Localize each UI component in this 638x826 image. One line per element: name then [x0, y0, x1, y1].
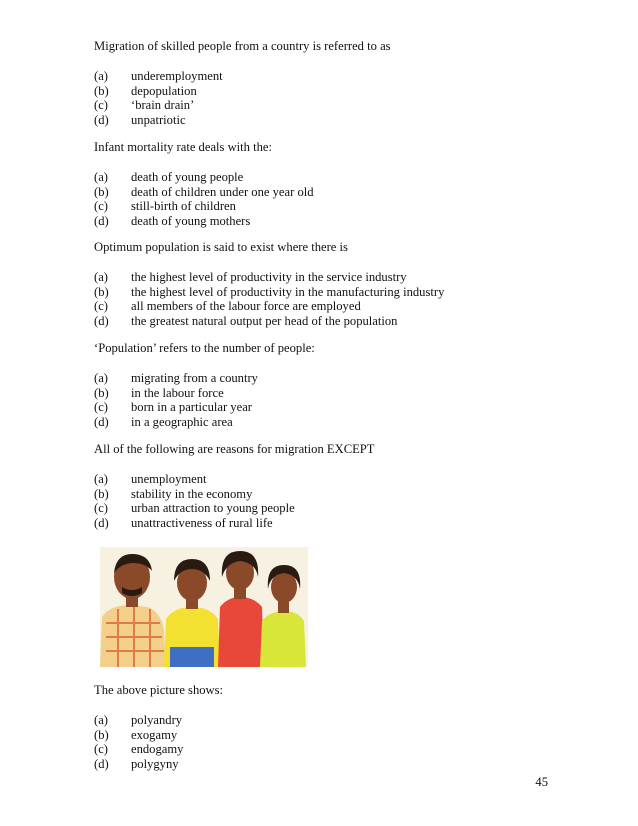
option-text: ‘brain drain’	[131, 98, 195, 112]
answer-option	[94, 314, 564, 329]
option-letter: (c)	[94, 199, 108, 213]
option-letter: (a)	[94, 170, 108, 184]
option-letter: (b)	[94, 83, 109, 98]
option-letter: (b)	[94, 486, 109, 501]
woman-jeans	[170, 647, 214, 667]
option-text: still-birth of children	[131, 199, 236, 213]
answer-option	[94, 199, 564, 214]
lime-blouse	[260, 611, 306, 667]
answer-option	[94, 285, 564, 300]
question-2	[94, 140, 564, 228]
option-text: born in a particular year	[131, 400, 252, 414]
option-text: migrating from a country	[131, 371, 258, 385]
question-stem: Migration of skilled people from a country is referred to as	[94, 39, 391, 53]
option-text: underemployment	[131, 69, 223, 83]
answer-option	[94, 185, 564, 200]
option-letter: (a)	[94, 371, 108, 385]
option-text: exogamy	[131, 727, 178, 742]
answer-option	[94, 742, 564, 757]
option-letter: (a)	[94, 472, 108, 486]
option-letter: (b)	[94, 385, 109, 400]
question-stem: All of the following are reasons for migration EXCEPT	[94, 442, 375, 456]
option-text: death of young people	[131, 170, 244, 184]
answer-option	[94, 69, 564, 84]
answer-option	[94, 400, 564, 415]
answer-option	[94, 113, 564, 128]
question-stem: Optimum population is said to exist where there is	[94, 240, 348, 254]
question-stem: ‘Population’ refers to the number of people:	[94, 341, 315, 355]
answer-option	[94, 386, 564, 401]
option-text: the greatest natural output per head of the population	[131, 313, 398, 328]
man-with-three-women-illustration	[100, 547, 308, 667]
option-letter: (d)	[94, 414, 109, 429]
option-letter: (b)	[94, 184, 109, 199]
answer-option	[94, 516, 564, 531]
option-letter: (b)	[94, 727, 109, 742]
answer-option	[94, 415, 564, 430]
question-5	[94, 442, 564, 530]
question-1	[94, 39, 564, 127]
answer-option	[94, 84, 564, 99]
option-text: all members of the labour force are employed	[131, 299, 361, 313]
option-letter: (c)	[94, 742, 108, 756]
answer-option	[94, 371, 564, 386]
option-text: urban attraction to young people	[131, 501, 295, 515]
family-picture-svg	[100, 547, 308, 667]
option-letter: (b)	[94, 284, 109, 299]
option-text: polygyny	[131, 756, 179, 771]
option-text: depopulation	[131, 83, 197, 98]
question-4	[94, 341, 564, 429]
answer-option	[94, 501, 564, 516]
page-number: 45	[535, 775, 548, 789]
option-letter: (d)	[94, 313, 109, 328]
option-letter: (d)	[94, 756, 109, 771]
option-letter: (a)	[94, 69, 108, 83]
option-letter: (c)	[94, 400, 108, 414]
option-letter: (d)	[94, 213, 109, 228]
question-3	[94, 240, 564, 328]
option-text: death of children under one year old	[131, 184, 314, 199]
answer-option	[94, 728, 564, 743]
answer-option	[94, 472, 564, 487]
option-letter: (c)	[94, 501, 108, 515]
answer-option	[94, 299, 564, 314]
question-stem: Infant mortality rate deals with the:	[94, 140, 273, 154]
answer-option	[94, 270, 564, 285]
red-blouse	[218, 597, 264, 667]
option-text: the highest level of productivity in the service industry	[131, 270, 407, 284]
option-text: stability in the economy	[131, 486, 253, 501]
answer-option	[94, 713, 564, 728]
option-text: unattractiveness of rural life	[131, 515, 273, 530]
answer-option	[94, 170, 564, 185]
option-text: in a geographic area	[131, 414, 233, 429]
option-text: unpatriotic	[131, 112, 186, 127]
option-text: endogamy	[131, 742, 184, 756]
question-stem: The above picture shows:	[94, 683, 224, 697]
answer-option	[94, 757, 564, 772]
answer-option	[94, 214, 564, 229]
option-text: polyandry	[131, 713, 183, 727]
woman-red-figure	[218, 551, 264, 667]
answer-option	[94, 98, 564, 113]
question-6	[94, 683, 564, 771]
option-text: death of young mothers	[131, 213, 251, 228]
option-letter: (a)	[94, 713, 108, 727]
answer-option	[94, 487, 564, 502]
option-text: the highest level of productivity in the manufacturing industry	[131, 284, 445, 299]
option-letter: (a)	[94, 270, 108, 284]
option-letter: (d)	[94, 112, 109, 127]
option-letter: (d)	[94, 515, 109, 530]
option-letter: (c)	[94, 98, 108, 112]
option-letter: (c)	[94, 299, 108, 313]
option-text: in the labour force	[131, 385, 224, 400]
option-text: unemployment	[131, 472, 207, 486]
